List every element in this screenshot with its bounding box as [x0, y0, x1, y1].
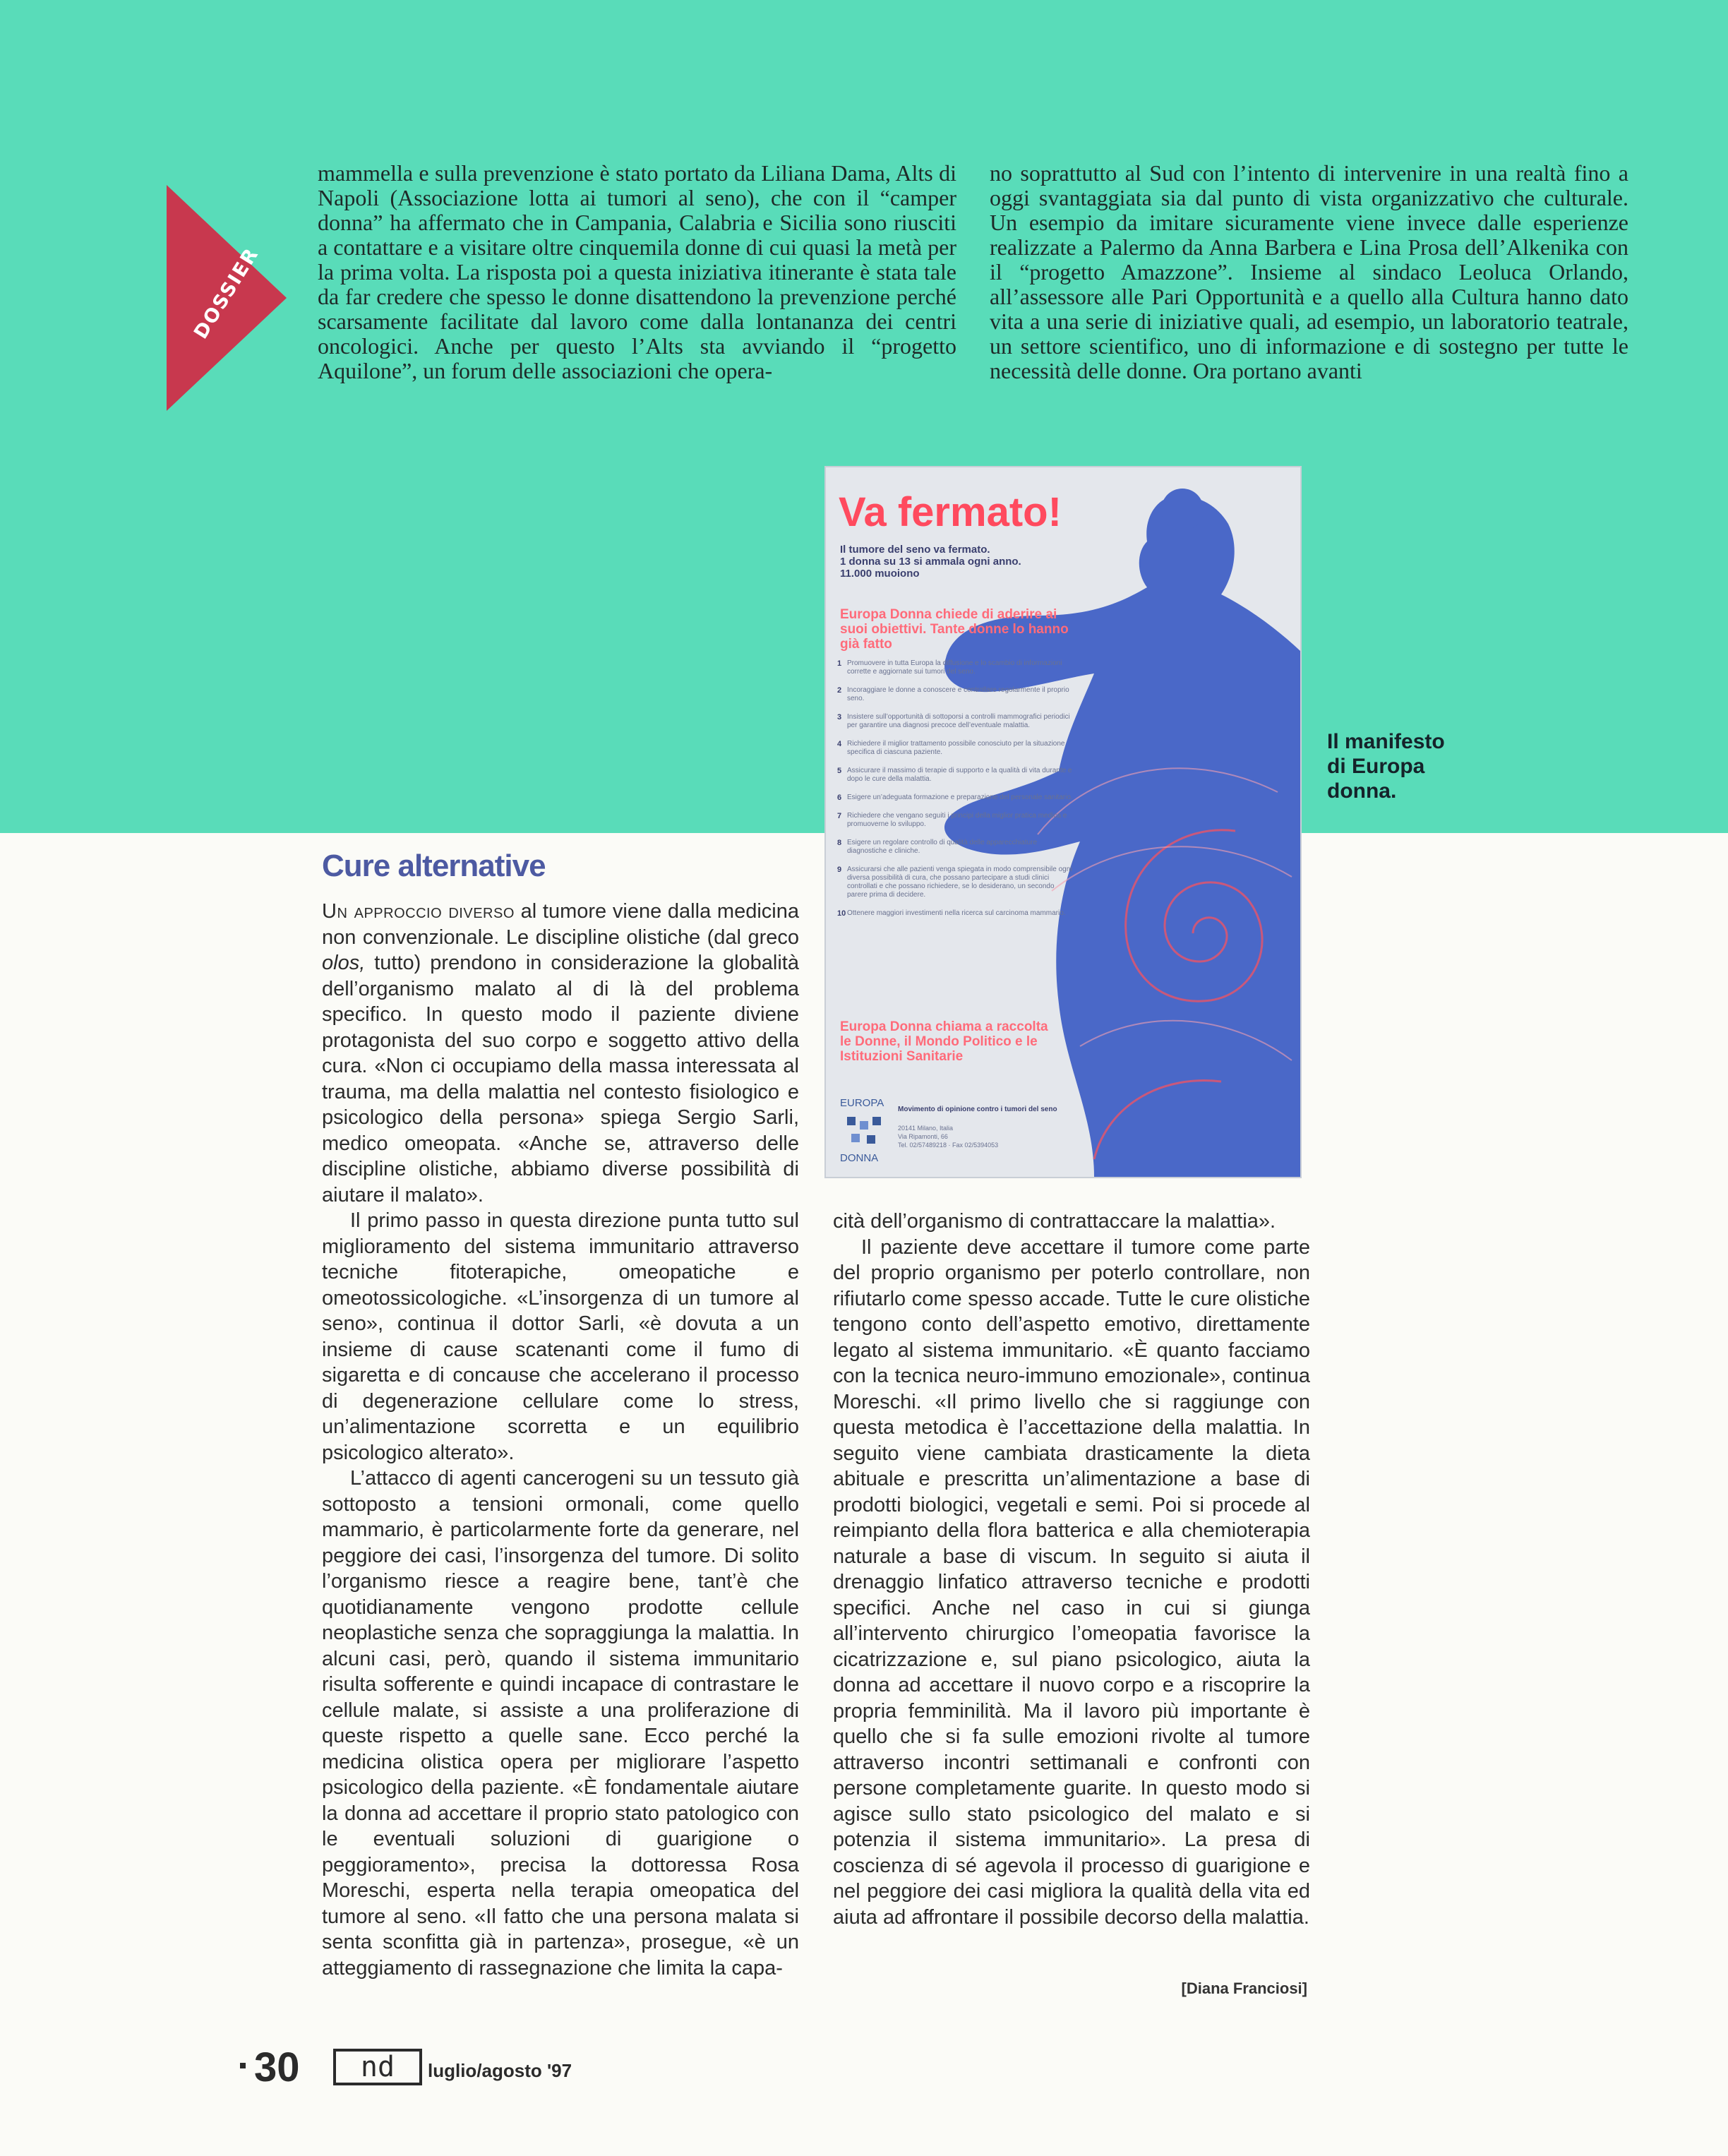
poster-objective-item	[837, 839, 1074, 856]
objective-number: 3	[837, 713, 842, 721]
issue-date: luglio/agosto '97	[428, 2060, 572, 2081]
poster-objectives-list	[837, 659, 1074, 928]
objective-number: 10	[837, 909, 846, 918]
poster-objective-item	[837, 767, 1074, 784]
objective-text: Richiedere il miglior trattamento possibile conosciuto per la situazione specifica di ciascuna paziente.	[847, 740, 1065, 756]
article-paragraph: cità dell’organismo di contrattaccare la malattia».	[833, 1210, 1276, 1233]
page-number-dot	[240, 2063, 246, 2068]
poster-address-line: 20141 Milano, Italia	[898, 1125, 954, 1132]
objective-number: 6	[837, 793, 842, 802]
poster-objective-item	[837, 909, 1074, 918]
objective-text: Esigere un’adeguata formazione e preparazione del personale sanitario.	[847, 793, 1073, 801]
poster-subtitle: Il tumore del seno va fermato. 1 donna su 13 si ammala ogni anno. 11.000 muoiono	[840, 544, 1021, 580]
article-paragraph: Il primo passo in questa direzione punta tutto sul miglioramento del sistema immunitario attraverso tecniche fitoterapiche, omeopatiche e omeotossicologiche. «L’insorgenza di un tumore al seno», continua il dottor Sarli, «è dovuta a un insieme di cause scatenanti come il fumo di sigaretta e di concause che accelerano il processo di degenerazione cellulare come lo stress, un’alimentazione scorretta e un equilibrio psicologico alterato».	[322, 1209, 799, 1464]
article-paragraph: L’attacco di agenti cancerogeni su un tessuto già sottoposto a tensioni ormonali, come quello mammario, è particolarmente forte da generare, nel peggiore dei casi, l’insorgenza del tumore. Di solito l’organismo riesce a reagire bene, tant’è che quotidianamente vengono prodotte cellule neoplastiche senza che sopraggiunga la malattia. In alcuni casi, però, quando il sistema immunitario risulta sofferente e quindi incapace di contrastare le cellule malate, si assiste a una proliferazione di queste rispetto a quelle sane. Ecco perché la medicina olistica opera per migliorare l’aspetto psicologico della paziente. «È fondamentale aiutare la donna ad accettare il proprio stato patologico con le eventuali soluzioni di guarigione o peggioramento», precisa la dottoressa Rosa Moreschi, esperta nella terapia omeopatica del tumore al seno. «Il fatto che una persona malata si senta sconfitta già in partenza», prosegue, «è un atteggiamento di rassegnazione che limita la capa-	[322, 1467, 799, 1980]
objective-text: Assicurare il massimo di terapie di supporto e la qualità di vita durante e dopo le cure della malattia.	[847, 767, 1072, 783]
objective-text: Promuovere in tutta Europa la diffusione e lo scambio di informazioni corrette e aggiornate sui tumori del seno.	[847, 659, 1062, 676]
poster-objective-item	[837, 740, 1074, 757]
poster-objective-item	[837, 812, 1074, 829]
poster-objective-item	[837, 686, 1074, 703]
poster-closing-appeal: Europa Donna chiama a raccolta le Donne, il Mondo Politico e le Istituzioni Sanitarie	[840, 1019, 1048, 1064]
poster-caption: Il manifesto di Europa donna.	[1327, 730, 1445, 803]
top-article-left-column: mammella e sulla prevenzione è stato portato da Liliana Dama, Alts di Napoli (Associazione lotta ai tumori al seno), che con il “camper donna” ha affermato che in Campania, Calabria e Sicilia sono riusciti a contattare e a visitare oltre cinquemila donne di cui quasi la metà per la prima volta. La risposta poi a questa iniziativa itinerante è stata tale da far credere che spesso le donne disattendono la prevenzione perché scarsamente facilitate dal lavoro come dalla lontananza dei centri oncologici. Anche per questo l’Alts sta avviando il “progetto Aquilone”, un forum delle associazioni che opera-	[318, 160, 956, 383]
logo-text-top: EUROPA	[840, 1097, 884, 1109]
objective-number: 7	[837, 812, 842, 820]
europa-donna-logo	[840, 1097, 889, 1165]
paragraph-text: al tumore viene dalla medicina non convenzionale. Le discipline olistiche (dal greco	[322, 900, 799, 949]
magazine-logo: nd	[333, 2049, 422, 2085]
poster-title: Va fermato!	[839, 489, 1062, 535]
objective-number: 4	[837, 740, 842, 748]
italic-term: olos,	[322, 952, 366, 974]
page-number: 30	[254, 2044, 300, 2090]
objective-text: Ottenere maggiori investimenti nella ricerca sul carcinoma mammario.	[847, 909, 1066, 917]
dossier-label: DOSSIER	[190, 244, 263, 343]
poster-address	[898, 1124, 1039, 1149]
poster-objective-item	[837, 713, 1074, 730]
paragraph-text: tutto) prendono in considerazione la globalità dell’organismo malato al di là del problema specifico. In questo modo il paziente diviene protagonista del suo corpo e soggetto attivo della cura. «Non ci occupiamo della massa interessata al trauma, ma della malattia nel contesto fisiologico e psicologico della persona» spiega Sergio Sarli, medico omeopata. «Anche se, attraverso delle discipline olistiche, abbiamo diverse possibilità di aiutare il malato».	[322, 952, 799, 1206]
objective-text: Richiedere che vengano seguiti i principi della miglior pratica medica e promuoverne lo sviluppo.	[847, 812, 1067, 828]
objective-number: 2	[837, 686, 842, 695]
poster-address-line: Via Ripamonti, 66	[898, 1133, 948, 1140]
objective-number: 5	[837, 767, 842, 775]
poster-objective-item	[837, 793, 1074, 802]
article-author: [Diana Franciosi]	[1181, 1980, 1307, 1997]
article-body-left-column	[322, 899, 799, 1981]
section-title: Cure alternative	[322, 849, 546, 883]
poster-movement-tagline: Movimento di opinione contro i tumori del seno	[898, 1106, 1057, 1113]
objective-number: 8	[837, 839, 842, 847]
poster-address-line: Tel. 02/57489218 · Fax 02/5394053	[898, 1142, 999, 1149]
objective-text: Insistere sull’opportunità di sottoporsi a controlli mammografici periodici per garantire una diagnosi precoce dell’eventuale malattia.	[847, 713, 1070, 729]
article-body-right-column	[833, 1209, 1310, 1930]
poster-call-to-action: Europa Donna chiede di aderire ai suoi obiettivi. Tante donne lo hanno già fatto	[840, 607, 1069, 652]
objective-text: Incoraggiare le donne a conoscere e controllare regolarmente il proprio seno.	[847, 686, 1069, 702]
top-article-right-column: no soprattutto al Sud con l’intento di intervenire in una realtà fino a oggi svantaggiata sia dal punto di vista organizzativo che culturale. Un esempio da imitare sicuramente viene invece dalle esperienze realizzate a Palermo da Anna Barbera e Lina Prosa dell’Alkenika con il “progetto Amazzone”. Insieme al sindaco Leoluca Orlando, all’assessore alle Pari Opportunità e a quello alla Cultura hanno dato vita a una serie di iniziative quali, ad esempio, un laboratorio teatrale, un settore scientifico, uno di informazione e di sostegno per tutte le necessità delle donne. Ora portano avanti	[990, 160, 1628, 383]
europa-donna-poster	[824, 466, 1302, 1178]
article-paragraph	[322, 899, 799, 1208]
logo-text-bottom: DONNA	[840, 1152, 879, 1164]
objective-number: 9	[837, 866, 842, 874]
poster-objective-item	[837, 659, 1074, 676]
objective-text: Assicurarsi che alle pazienti venga spiegata in modo comprensibile ogni diversa possibilità di cura, che possano partecipare a studi clinici controllati e che possano richiedere, se lo desiderano, un secondo parere prima di decidere.	[847, 866, 1072, 899]
article-paragraph: Il paziente deve accettare il tumore come parte del proprio organismo per poterlo controllare, non rifiutarlo come spesso accade. Tutte le cure olistiche tengono conto dell’aspetto emotivo, direttamente legato al sistema immunitario. «È quanto facciamo con la tecnica neuro-immuno emozionale», continua Moreschi. «Il primo livello che si raggiunge con questa metodica è l’accettazione della malattia. In seguito viene cambiata drasticamente la dieta abituale e prescritta un’alimentazione a base di prodotti biologici, vegetali e semi. Poi si procede al reimpianto della flora batterica e alla chemioterapia naturale a base di viscum. In seguito si aiuta il drenaggio linfatico attraverso tecniche e prodotti specifici. Anche nel caso in cui si giunga all’intervento chirurgico l’omeopatia favorisce la cicatrizzazione e, sul piano psicologico, aiuta la donna ad accettare il nuovo corpo e a riscoprire la propria femminilità. Ma il lavoro più importante è quello che si fa sulle emozioni rivolte al tumore attraverso incontri settimanali e confronti con persone completamente guarite. In questo modo si agisce sullo stato psicologico del malato e si potenzia il sistema immunitario». La presa di coscienza di sé agevola il processo di guarigione e nel peggiore dei casi migliora la qualità della vita ed aiuta ad affrontare il possibile decorso della malattia.	[833, 1235, 1310, 1929]
objective-number: 1	[837, 659, 842, 668]
poster-objective-item	[837, 866, 1074, 899]
objective-text: Esigere un regolare controllo di qualità delle apparecchiature diagnostiche e cliniche.	[847, 839, 1038, 855]
lead-in-smallcaps: Un approccio diverso	[322, 900, 515, 923]
europa-donna-logo-mark-icon	[844, 1114, 885, 1149]
